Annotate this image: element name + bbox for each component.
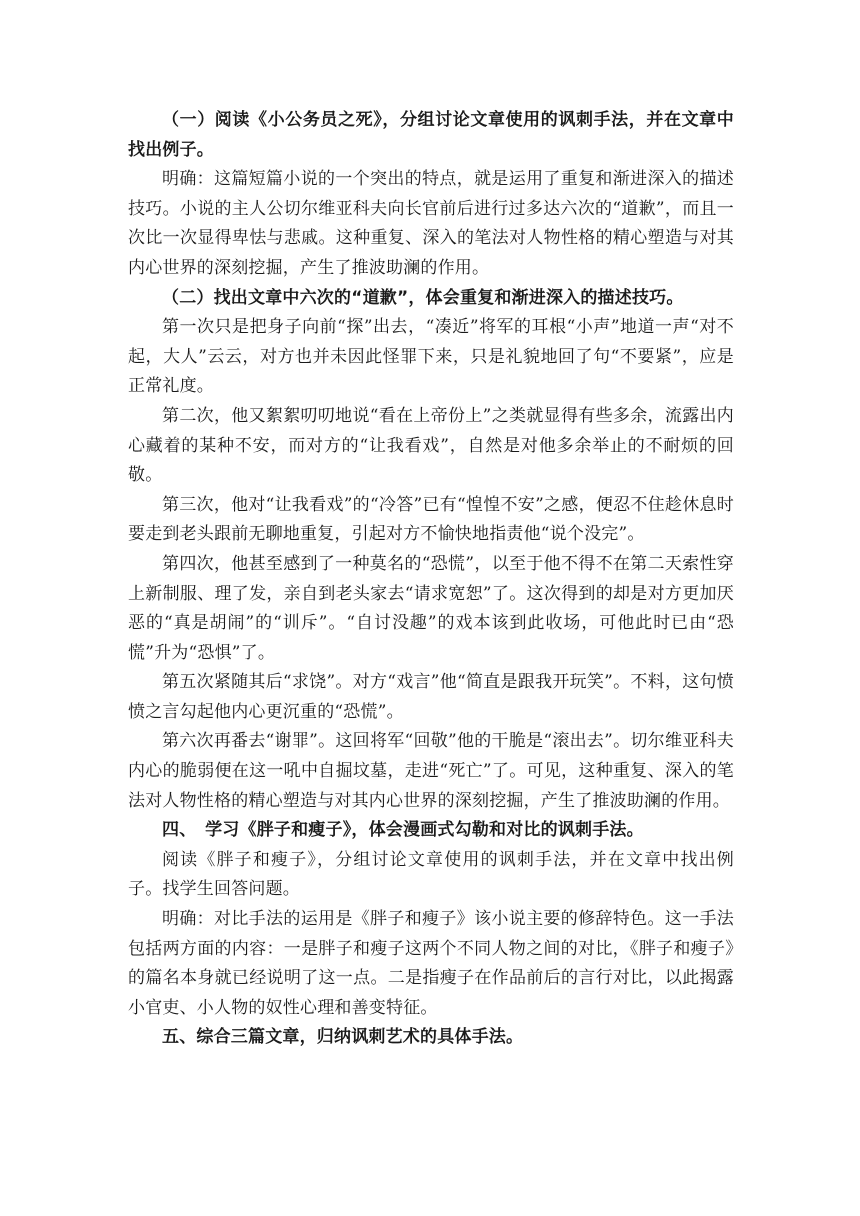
section-heading-1: （一）阅读《小公务员之死》，分组讨论文章使用的讽刺手法，并在文章中找出例子。 [128,110,734,160]
task-paragraph-4: 阅读《胖子和瘦子》，分组讨论文章使用的讽刺手法，并在文章中找出例子。找学生回答问题。 [128,849,734,900]
section-heading-2: （二）找出文章中六次的“道歉”，体会重复和渐进深入的描述技巧。 [162,287,684,308]
section-heading-4: 四、 学习《胖子和瘦子》，体会漫画式勾勒和对比的讽刺手法。 [162,820,644,841]
apology-paragraph-1: 第一次只是把身子向前“探”出去，“凑近”将军的耳根“小声”地道一声“对不起，大人”云云，对方也并未因此怪罪下来，只是礼貌地回了句“不要紧”，应是正常礼度。 [128,317,734,397]
apology-paragraph-3: 第三次，他对“让我看戏”的“冷答”已有“惶惶不安”之感，便忍不住趁休息时要走到老头跟前无聊地重复，引起对方不愉快地指责他“说个没完”。 [128,494,734,545]
clarification-paragraph-1: 明确：这篇短篇小说的一个突出的特点，就是运用了重复和渐进深入的描述技巧。小说的主人公切尔维亚科夫向长官前后进行过多达六次的“道歉”，而且一次比一次显得卑怯与悲戚。这种重复、深入的笔法对人物性格的精心塑造与对其内心世界的深刻挖掘，产生了推波助澜的作用。 [128,169,734,278]
apology-paragraph-6: 第六次再番去“谢罪”。这回将军“回敬”他的干脆是“滚出去”。切尔维亚科夫内心的脆弱便在这一吼中自掘坟墓，走进“死亡”了。可见，这种重复、深入的笔法对人物性格的精心塑造与对其内心世界的深刻挖掘，产生了推波助澜的作用。 [128,731,734,811]
apology-paragraph-5: 第五次紧随其后“求饶”。对方“戏言”他“简直是跟我开玩笑”。不料，这句愤愤之言勾起他内心更沉重的“恐慌”。 [128,672,734,722]
apology-paragraph-4: 第四次，他甚至感到了一种莫名的“恐慌”，以至于他不得不在第二天索性穿上新制服、理了发，亲自到老头家去“请求宽恕”了。这次得到的却是对方更加厌恶的“真是胡闹”的“训斥”。“自讨没趣”的戏本该到此收场，可他此时已由“恐慌”升为“恐惧”了。 [128,553,734,663]
apology-paragraph-2: 第二次，他又絮絮叨叨地说“看在上帝份上”之类就显得有些多余，流露出内心藏着的某种不安，而对方的“让我看戏”，自然是对他多余举止的不耐烦的回敬。 [128,405,734,486]
section-heading-5: 五、综合三篇文章，归纳讽刺艺术的具体手法。 [162,1027,524,1048]
document-body [128,106,734,1053]
clarification-paragraph-4: 明确：对比手法的运用是《胖子和瘦子》该小说主要的修辞特色。这一手法包括两方面的内容：一是胖子和瘦子这两个不同人物之间的对比，《胖子和瘦子》的篇名本身就已经说明了这一点。二是指瘦子在作品前后的言行对比，以此揭露小官吏、小人物的奴性心理和善变特征。 [128,909,734,1018]
